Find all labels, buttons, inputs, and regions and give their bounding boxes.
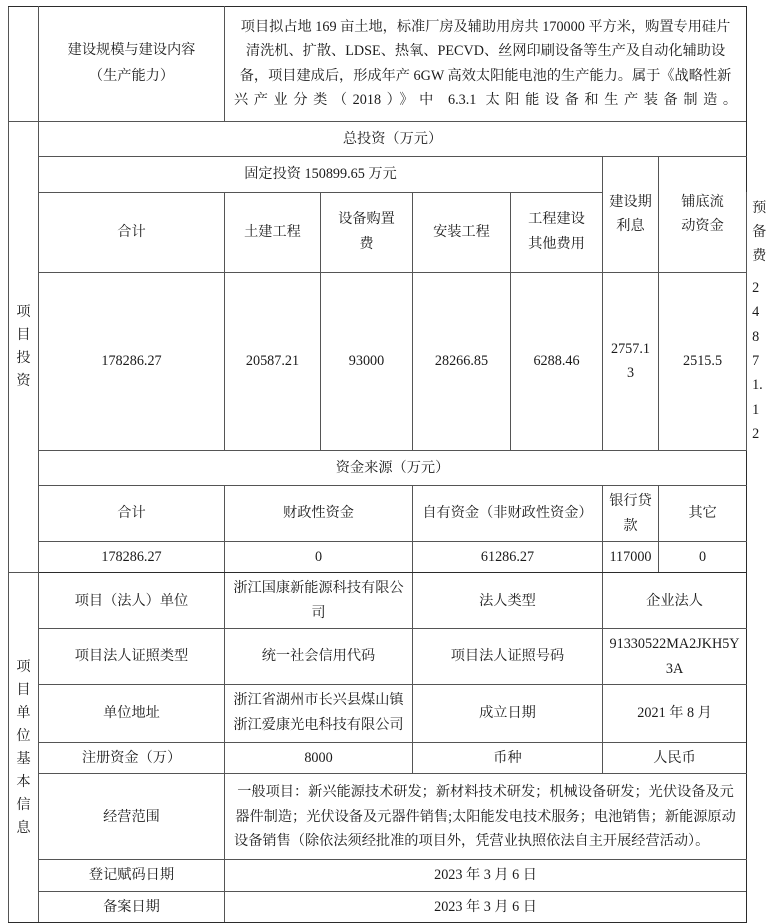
value-license-type: 统一社会信用代码 — [225, 629, 413, 685]
value-legal-entity: 浙江国康新能源科技有限公司 — [225, 573, 413, 629]
project-filing-table — [8, 6, 766, 923]
value-installation-works: 28266.85 — [413, 272, 511, 450]
label-registered-capital: 注册资金（万） — [39, 742, 225, 773]
table-row-construction-scale — [9, 7, 747, 122]
value-other-funds: 0 — [659, 542, 747, 573]
header-construction-interest — [603, 157, 659, 273]
table-row-license — [9, 629, 747, 685]
value-registration-date: 2023 年 3 月 6 日 — [225, 860, 747, 891]
header-civil-works: 土建工程 — [225, 192, 321, 272]
value-funding-total: 178286.27 — [39, 542, 225, 573]
value-registered-capital: 8000 — [225, 742, 413, 773]
header-other-construction-fees-line1: 工程建设 — [528, 211, 585, 228]
header-construction-interest-line2: 利息 — [616, 218, 645, 235]
value-founded-date: 2021 年 8 月 — [603, 685, 747, 743]
label-currency: 币种 — [413, 742, 603, 773]
funding-source-banner: 资金来源（万元） — [39, 450, 747, 485]
header-other-construction-fees-line2: 其他费用 — [528, 236, 585, 253]
header-funding-total: 合计 — [39, 486, 225, 542]
table-row-funding-headers — [9, 486, 747, 542]
value-entity-type: 企业法人 — [603, 573, 747, 629]
table-row-fixed-investment-banner — [9, 157, 747, 192]
value-total: 178286.27 — [39, 272, 225, 450]
header-equipment-purchase — [321, 192, 413, 272]
header-other-construction-fees — [511, 192, 603, 272]
value-equipment-purchase: 93000 — [321, 272, 413, 450]
header-working-capital — [659, 157, 747, 273]
value-contingency: 2757.13 — [603, 272, 659, 450]
construction-scale-label — [39, 7, 225, 122]
table-row-filing-date — [9, 891, 747, 922]
header-installation-works: 安装工程 — [413, 192, 511, 272]
table-row-legal-entity — [9, 573, 747, 629]
table-row-funding-banner — [9, 450, 747, 485]
header-working-capital-line1: 铺底流 — [681, 193, 724, 210]
header-working-capital-line2: 动资金 — [681, 218, 724, 235]
construction-scale-label-line2: （生产能力） — [88, 67, 175, 84]
total-investment-banner: 总投资（万元） — [39, 121, 747, 156]
header-total: 合计 — [39, 192, 225, 272]
value-address: 浙江省湖州市长兴县煤山镇浙江爱康光电科技有限公司 — [225, 685, 413, 743]
construction-scale-content: 项目拟占地 169 亩土地，标准厂房及辅助用房共 170000 平方米，购置专用硅片清洗机、扩散、LDSE、热氧、PECVD、丝网印刷设备等生产及自动化辅助设备，项目建成后，形成年产 6GW 高效太阳能电池的生产能力。属于《战略性新兴产业分类（2018）》中 6.3.1 太阳能设备和生产装备制造。 — [225, 7, 747, 122]
table-row-registered-capital — [9, 742, 747, 773]
value-fiscal-funds: 0 — [225, 542, 413, 573]
value-bank-loan: 117000 — [603, 542, 659, 573]
vertical-label-project-investment-text: 项目投资 — [16, 303, 31, 389]
table-row-total-investment-banner — [9, 121, 747, 156]
header-other-funds: 其它 — [659, 486, 747, 542]
table-row-funding-values — [9, 542, 747, 573]
table-row-address — [9, 685, 747, 743]
label-address: 单位地址 — [39, 685, 225, 743]
label-legal-entity: 项目（法人）单位 — [39, 573, 225, 629]
value-filing-date: 2023 年 3 月 6 日 — [225, 891, 747, 922]
fixed-investment-banner: 固定投资 150899.65 万元 — [39, 157, 603, 192]
table-row-investment-values: 178286.27 20587.21 93000 28266.85 6288.46 2757.13 2515.5 24871.12 — [9, 272, 747, 450]
table-row-business-scope — [9, 774, 747, 860]
vertical-label-entity-info — [9, 573, 39, 923]
table-row-investment-headers: 合计 土建工程 设备购置 费 安装工程 工程建设 其他费用 预备费 — [9, 192, 747, 272]
value-currency: 人民币 — [603, 742, 747, 773]
value-license-number: 91330522MA2JKH5Y3A — [603, 629, 747, 685]
header-fiscal-funds: 财政性资金 — [225, 486, 413, 542]
value-construction-interest: 2515.5 — [659, 272, 747, 450]
label-founded-date: 成立日期 — [413, 685, 603, 743]
header-equipment-purchase-line1: 设备购置 — [338, 211, 395, 228]
vertical-label-entity-info-text: 项目单位基本信息 — [16, 658, 31, 836]
label-entity-type: 法人类型 — [413, 573, 603, 629]
header-own-funds: 自有资金（非财政性资金） — [413, 486, 603, 542]
empty-vertical-label-cell — [9, 7, 39, 122]
construction-scale-label-line1: 建设规模与建设内容 — [67, 42, 196, 59]
label-license-type: 项目法人证照类型 — [39, 629, 225, 685]
value-own-funds: 61286.27 — [413, 542, 603, 573]
value-other-construction-fees: 6288.46 — [511, 272, 603, 450]
vertical-label-project-investment — [9, 121, 39, 573]
value-business-scope: 一般项目：新兴能源技术研发；新材料技术研发；机械设备研发；光伏设备及元器件制造；光伏设备及元器件销售;太阳能发电技术服务；电池销售；新能源原动设备销售（除依法须经批准的项目外，凭营业执照依法自主开展经营活动）。 — [225, 774, 747, 860]
label-filing-date: 备案日期 — [39, 891, 225, 922]
header-equipment-purchase-line2: 费 — [359, 236, 374, 253]
table-row-registration-date — [9, 860, 747, 891]
header-construction-interest-line1: 建设期 — [609, 193, 652, 210]
label-business-scope: 经营范围 — [39, 774, 225, 860]
label-license-number: 项目法人证照号码 — [413, 629, 603, 685]
header-bank-loan: 银行贷款 — [603, 486, 659, 542]
label-registration-date: 登记赋码日期 — [39, 860, 225, 891]
value-civil-works: 20587.21 — [225, 272, 321, 450]
